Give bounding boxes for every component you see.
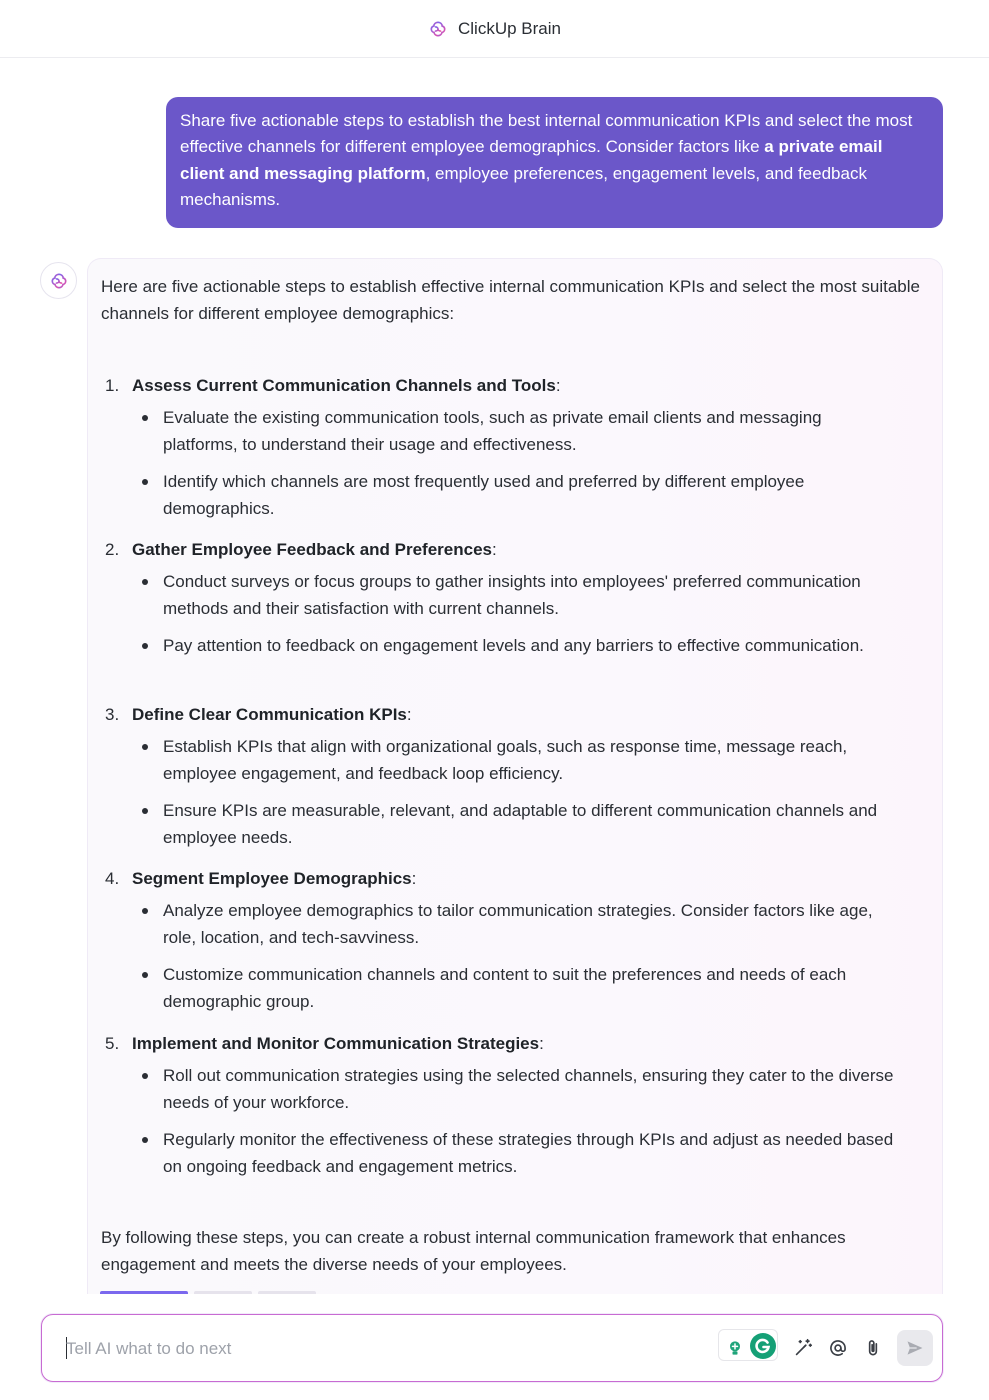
step-heading: 4. Segment Employee Demographics: <box>105 867 416 891</box>
step-bullet: Establish KPIs that align with organizational goals, such as response time, message reach, employee engagement, and feedback loop efficiency. <box>140 734 900 787</box>
step-heading: 3. Define Clear Communication KPIs: <box>105 703 412 727</box>
step-title: Implement and Monitor Communication Strategies <box>132 1034 540 1053</box>
step-bullet: Identify which channels are most frequently used and preferred by different employee demographics. <box>140 469 900 522</box>
response-intro: Here are five actionable steps to establish effective internal communication KPIs and select the most suitable channels for different employee demographics: <box>101 277 920 323</box>
step-bullet: Pay attention to feedback on engagement levels and any barriers to effective communication. <box>140 633 900 660</box>
user-message-text-end: , employee preferences, engagement levels, and feedback mechanisms. <box>180 163 867 209</box>
step-bullet: Regularly monitor the effectiveness of these strategies through KPIs and adjust as needed based on ongoing feedback and engagement metrics. <box>140 1127 900 1180</box>
step-heading: 5. Implement and Monitor Communication Strategies: <box>105 1032 544 1056</box>
attachment-icon[interactable] <box>860 1335 886 1361</box>
step-bullet: Roll out communication strategies using the selected channels, ensuring they cater to the diverse needs of your workforce. <box>140 1063 900 1116</box>
secondary-action-tab[interactable] <box>194 1291 252 1294</box>
step-number: 2. <box>105 540 120 559</box>
send-icon <box>905 1338 925 1358</box>
step-bullet: Conduct surveys or focus groups to gather insights into employees' preferred communication methods and their satisfaction with current channels. <box>140 569 900 622</box>
user-message-bubble <box>166 97 943 228</box>
response-outro: By following these steps, you can create a robust internal communication framework that enhances engagement and meets the diverse needs of your employees. <box>101 1228 846 1274</box>
step-heading: 1. Assess Current Communication Channels and Tools: <box>105 374 561 398</box>
step-title: Assess Current Communication Channels and Tools <box>132 376 556 395</box>
step-title: Segment Employee Demographics <box>132 869 412 888</box>
lightbulb-icon[interactable] <box>722 1335 748 1361</box>
step-number: 5. <box>105 1034 120 1053</box>
step-bullet: Customize communication channels and content to suit the preferences and needs of each demographic group. <box>140 962 900 1015</box>
grammarly-icon[interactable] <box>748 1331 778 1361</box>
clickup-brain-avatar-icon <box>49 271 69 291</box>
app-header <box>0 0 989 58</box>
ai-avatar <box>40 262 77 299</box>
mention-icon[interactable] <box>825 1335 851 1361</box>
step-number: 4. <box>105 869 120 888</box>
step-title: Gather Employee Feedback and Preferences <box>132 540 492 559</box>
primary-action-tab[interactable] <box>100 1291 188 1294</box>
step-number: 3. <box>105 705 120 724</box>
step-bullet: Ensure KPIs are measurable, relevant, and adaptable to different communication channels and employee needs. <box>140 798 900 851</box>
prompt-input[interactable] <box>66 1335 666 1363</box>
user-message-bold-text: a private email client and messaging platform <box>180 137 883 183</box>
send-button[interactable] <box>897 1330 933 1366</box>
step-number: 1. <box>105 376 120 395</box>
step-bullet: Analyze employee demographics to tailor communication strategies. Consider factors like age, role, location, and tech-savviness. <box>140 898 900 951</box>
prompt-composer[interactable] <box>41 1314 943 1382</box>
page-title: ClickUp Brain <box>458 18 561 38</box>
step-title: Define Clear Communication KPIs <box>132 705 407 724</box>
clickup-brain-logo-icon <box>428 19 448 39</box>
step-bullet: Evaluate the existing communication tools, such as private email clients and messaging platforms, to understand their usage and effectiveness. <box>140 405 900 458</box>
magic-wand-icon[interactable] <box>790 1335 816 1361</box>
ai-response-card <box>87 258 943 1294</box>
user-message-text: Share five actionable steps to establish the best internal communication KPIs and select the most effective channels for different employee demographics. Consider factors like <box>180 111 913 157</box>
secondary-action-tab[interactable] <box>258 1291 316 1294</box>
step-heading: 2. Gather Employee Feedback and Preferences: <box>105 538 497 562</box>
